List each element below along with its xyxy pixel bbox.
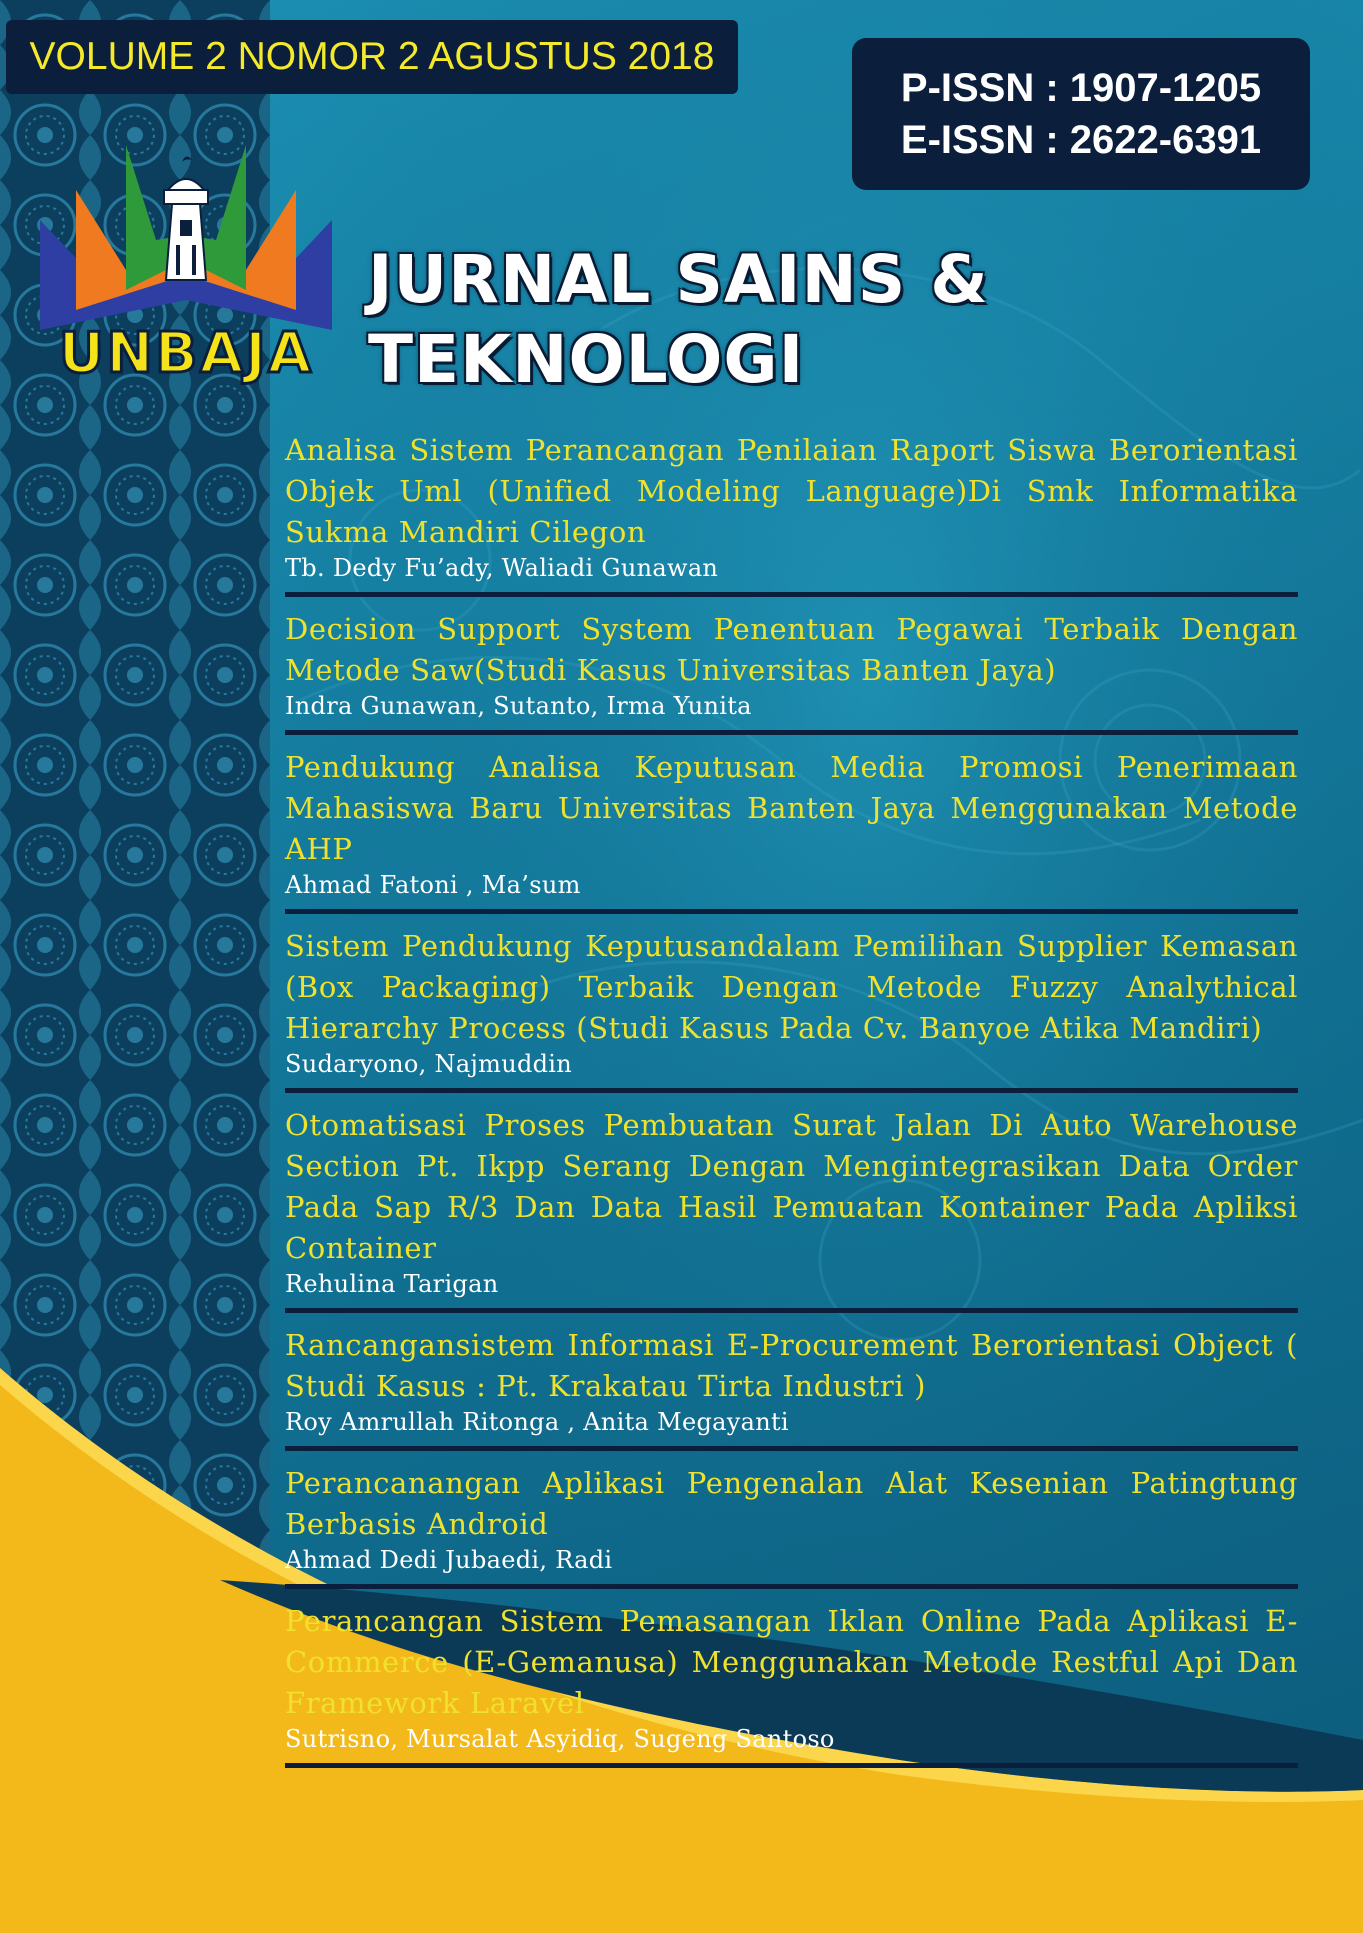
article-authors: Rehulina Tarigan bbox=[285, 1270, 499, 1298]
article-authors: Ahmad Dedi Jubaedi, Radi bbox=[285, 1546, 613, 1574]
article-entry bbox=[285, 609, 1298, 735]
article-list bbox=[285, 430, 1298, 1780]
article-authors: Indra Gunawan, Sutanto, Irma Yunita bbox=[285, 692, 752, 720]
article-entry bbox=[285, 1105, 1298, 1313]
article-authors: Sutrisno, Mursalat Asyidiq, Sugeng Santoso bbox=[285, 1725, 835, 1753]
volume-label: VOLUME 2 NOMOR 2 AGUSTUS 2018 bbox=[29, 35, 715, 78]
article-entry bbox=[285, 926, 1298, 1093]
article-authors: Sudaryono, Najmuddin bbox=[285, 1050, 573, 1078]
article-entry bbox=[285, 1325, 1298, 1451]
article-entry bbox=[285, 747, 1298, 914]
volume-banner bbox=[6, 20, 738, 94]
article-title: Sistem Pendukung Keputusandalam Pemilihan Supplier Kemasan (Box Packaging) Terbaik Dengan Metode Fuzzy Analythical Hierarchy Process (Studi Kasus Pada Cv. Banyoe Atika Mandiri) bbox=[285, 929, 1298, 1045]
article-authors: Ahmad Fatoni , Ma’sum bbox=[285, 871, 581, 899]
issn-electronic: E-ISSN : 2622-6391 bbox=[900, 118, 1262, 162]
unbaja-logo-icon bbox=[36, 140, 346, 390]
article-title: Decision Support System Penentuan Pegawai Terbaik Dengan Metode Saw(Studi Kasus Universitas Banten Jaya) bbox=[285, 612, 1298, 687]
article-title: Otomatisasi Proses Pembuatan Surat Jalan Di Auto Warehouse Section Pt. Ikpp Serang Dengan Mengintegrasikan Data Order Pada Sap R/3 Dan Data Hasil Pemuatan Kontainer Pada Apliksi Container bbox=[285, 1108, 1298, 1265]
article-authors: Roy Amrullah Ritonga , Anita Megayanti bbox=[285, 1408, 789, 1436]
issn-print: P-ISSN : 1907-1205 bbox=[900, 66, 1262, 110]
article-title: Perancangan Sistem Pemasangan Iklan Online Pada Aplikasi E-Commerce (E-Gemanusa) Menggunakan Metode Restful Api Dan Framework Laravel bbox=[285, 1604, 1298, 1720]
article-title: Analisa Sistem Perancangan Penilaian Raport Siswa Berorientasi Objek Uml (Unified Modeling Language)Di Smk Informatika Sukma Mandiri Cilegon bbox=[285, 433, 1298, 549]
issn-box bbox=[852, 38, 1310, 190]
article-entry bbox=[285, 430, 1298, 597]
article-entry bbox=[285, 1601, 1298, 1768]
article-title: Pendukung Analisa Keputusan Media Promosi Penerimaan Mahasiswa Baru Universitas Banten Jaya Menggunakan Metode AHP bbox=[285, 750, 1298, 866]
journal-title: JURNAL SAINS & TEKNOLOGI bbox=[368, 241, 989, 398]
article-title: Rancangansistem Informasi E-Procurement Berorientasi Object ( Studi Kasus : Pt. Krakatau Tirta Industri ) bbox=[285, 1328, 1298, 1403]
svg-text:UNBAJA: UNBAJA bbox=[58, 321, 314, 386]
article-entry bbox=[285, 1463, 1298, 1589]
article-authors: Tb. Dedy Fu’ady, Waliadi Gunawan bbox=[285, 554, 719, 582]
article-title: Perancanangan Aplikasi Pengenalan Alat Kesenian Patingtung Berbasis Android bbox=[285, 1466, 1298, 1541]
